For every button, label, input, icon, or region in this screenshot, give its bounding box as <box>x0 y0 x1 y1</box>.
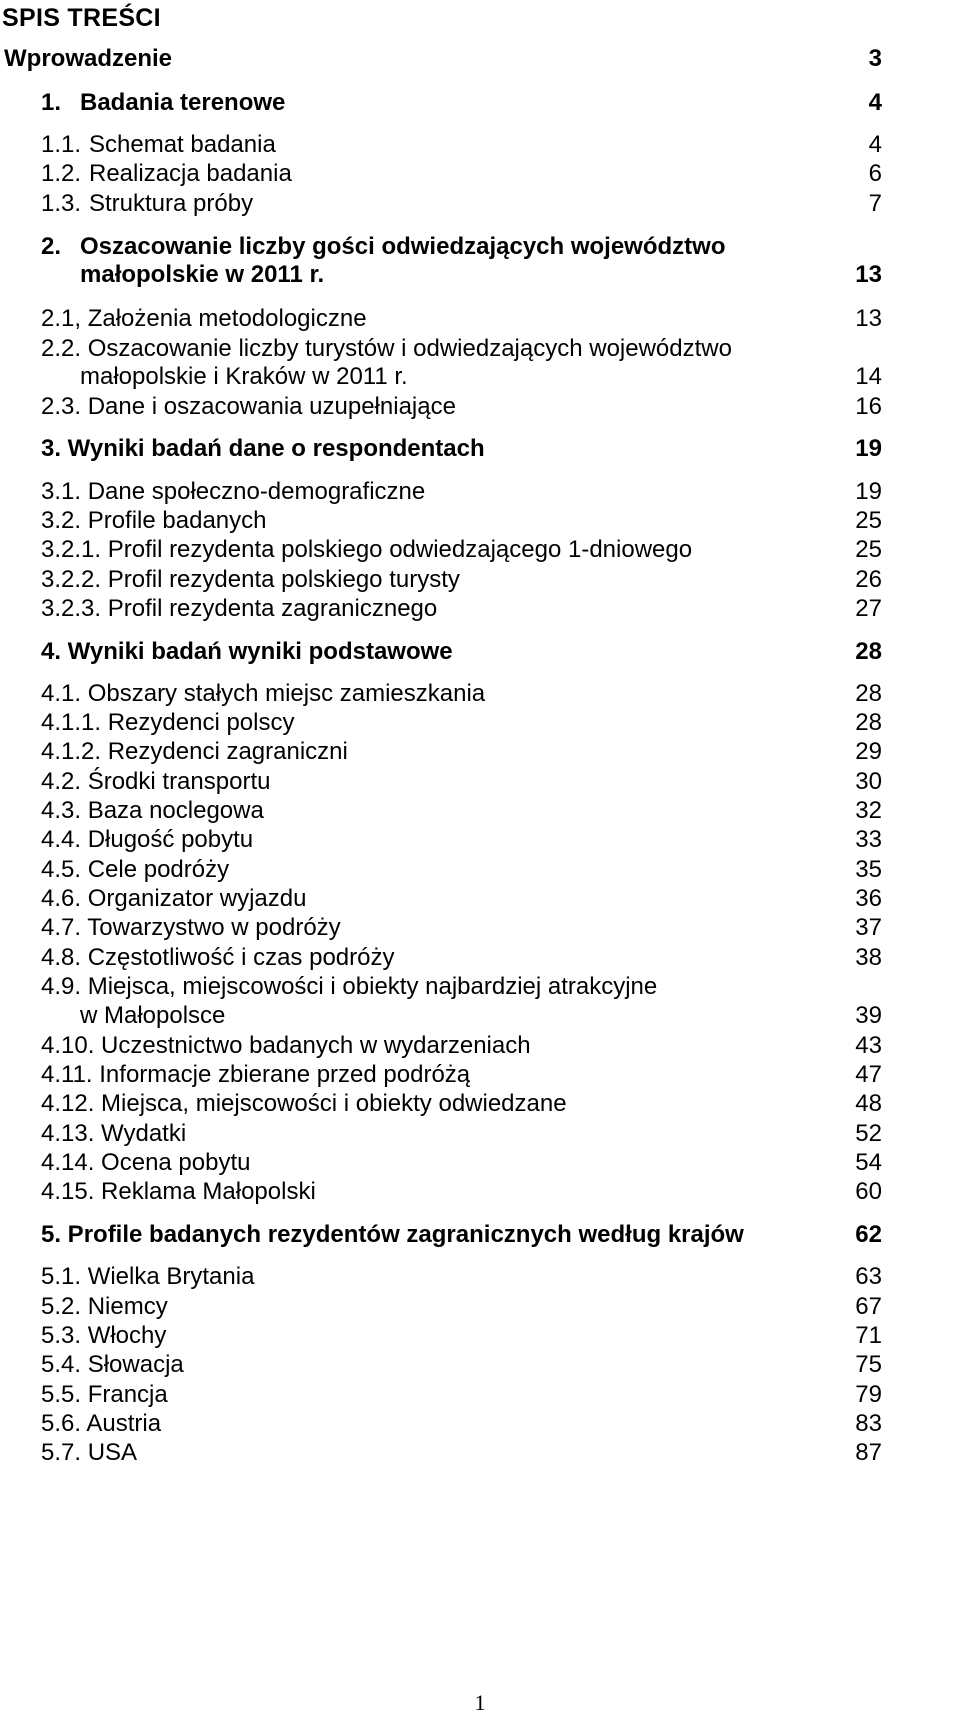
toc-entry-number: 1.2. <box>41 160 82 187</box>
toc-entry-title: 4.1.2. Rezydenci zagraniczni <box>41 738 348 765</box>
toc-entry-page: 47 <box>855 1061 882 1088</box>
toc-entry-number: 1.1. <box>41 131 82 158</box>
toc-entry-title: 5.6. Austria <box>41 1410 162 1437</box>
toc-entry-page: 16 <box>855 393 882 420</box>
toc-entry-page: 29 <box>855 738 882 765</box>
toc-entry-title: 4.12. Miejsca, miejscowości i obiekty odwiedzane <box>41 1090 567 1117</box>
toc-entry-title: 4.5. Cele podróży <box>41 856 230 883</box>
toc-entry-title: Schemat badania <box>89 131 276 158</box>
toc-entry-page: 60 <box>855 1178 882 1205</box>
toc-entry-page: 19 <box>855 435 882 462</box>
toc-entry-page: 28 <box>855 638 882 665</box>
toc-entry-title: 5.1. Wielka Brytania <box>41 1263 255 1290</box>
toc-entry-number: 1.3. <box>41 190 82 217</box>
toc-entry-page: 67 <box>855 1293 882 1320</box>
toc-entry-page: 38 <box>855 944 882 971</box>
toc-entry-page: 71 <box>855 1322 882 1349</box>
toc-entry-title: 5.2. Niemcy <box>41 1293 168 1320</box>
toc-entry-title: 3.2. Profile badanych <box>41 507 267 534</box>
toc-entry-title: 3.2.1. Profil rezydenta polskiego odwiedzającego 1-dniowego <box>41 536 693 563</box>
toc-entry-title: 4.8. Częstotliwość i czas podróży <box>41 944 395 971</box>
toc-entry-title: 2.1, Założenia metodologiczne <box>41 305 367 332</box>
toc-entry-title-continuation: małopolskie i Kraków w 2011 r. <box>80 363 408 390</box>
toc-entry-title: Oszacowanie liczby gości odwiedzających województwo <box>80 233 726 260</box>
toc-entry-page: 62 <box>855 1221 882 1248</box>
toc-entry-page: 75 <box>855 1351 882 1378</box>
toc-entry-page: 25 <box>855 536 882 563</box>
toc-entry-title: 4.9. Miejsca, miejscowości i obiekty najbardziej atrakcyjne <box>41 973 658 1000</box>
toc-entry-page: 37 <box>855 914 882 941</box>
toc-entry-title: 4.4. Długość pobytu <box>41 826 254 853</box>
toc-entry-title: Wprowadzenie <box>4 45 173 72</box>
page-number: 1 <box>474 1690 486 1715</box>
toc-entry-title: 5.3. Włochy <box>41 1322 167 1349</box>
toc-entry-page: 87 <box>855 1439 882 1466</box>
toc-entry-title: 4.15. Reklama Małopolski <box>41 1178 316 1205</box>
toc-entry-title: 5.4. Słowacja <box>41 1351 184 1378</box>
toc-entry-page: 83 <box>855 1410 882 1437</box>
toc-entry-page: 13 <box>855 305 882 332</box>
toc-entry-title: 4.6. Organizator wyjazdu <box>41 885 307 912</box>
toc-entry-title: Struktura próby <box>89 190 254 217</box>
toc-entry-title: 4.3. Baza noclegowa <box>41 797 264 824</box>
toc-entry-page: 4 <box>868 131 882 158</box>
toc-entry-title: Badania terenowe <box>80 89 286 116</box>
toc-entry-title-continuation: w Małopolsce <box>80 1002 226 1029</box>
toc-entry-page: 63 <box>855 1263 882 1290</box>
toc-entry-page: 39 <box>855 1002 882 1029</box>
toc-entry-page: 27 <box>855 595 882 622</box>
toc-entry-title: 4.2. Środki transportu <box>41 768 271 795</box>
toc-entry-title: 2.3. Dane i oszacowania uzupełniające <box>41 393 456 420</box>
toc-entry-page: 26 <box>855 566 882 593</box>
toc-entry-page: 32 <box>855 797 882 824</box>
toc-entry-title: Realizacja badania <box>89 160 292 187</box>
toc-entry-title: 4.10. Uczestnictwo badanych w wydarzeniach <box>41 1032 531 1059</box>
toc-entry-page: 28 <box>855 680 882 707</box>
toc-entry-title: 4.13. Wydatki <box>41 1120 187 1147</box>
toc-entry-page: 54 <box>855 1149 882 1176</box>
toc-entry-title: 4.1. Obszary stałych miejsc zamieszkania <box>41 680 486 707</box>
toc-entry-page: 7 <box>868 190 882 217</box>
toc-entry-title-continuation: małopolskie w 2011 r. <box>80 261 325 288</box>
toc-entry-title: 2.2. Oszacowanie liczby turystów i odwiedzających województwo <box>41 335 732 362</box>
toc-entry-title: 5. Profile badanych rezydentów zagranicznych według krajów <box>41 1221 744 1248</box>
toc-entry-title: 3.2.2. Profil rezydenta polskiego turysty <box>41 566 460 593</box>
toc-entry-title: 4.11. Informacje zbierane przed podróżą <box>41 1061 471 1088</box>
toc-entry-title: 4.14. Ocena pobytu <box>41 1149 251 1176</box>
toc-entry-page: 28 <box>855 709 882 736</box>
toc-entry-page: 79 <box>855 1381 882 1408</box>
toc-entry-title: 3. Wyniki badań dane o respondentach <box>41 435 485 462</box>
toc-entry-title: 4.7. Towarzystwo w podróży <box>41 914 341 941</box>
toc-entry-number: 2. <box>41 233 62 260</box>
toc-entry-page: 19 <box>855 478 882 505</box>
toc-entry-title: 3.1. Dane społeczno-demograficzne <box>41 478 426 505</box>
toc-entry-page: 33 <box>855 826 882 853</box>
toc-entry-page: 4 <box>868 89 882 116</box>
toc-entry-page: 13 <box>855 261 882 288</box>
toc-entry-title: 4.1.1. Rezydenci polscy <box>41 709 295 736</box>
toc-entry-page: 52 <box>855 1120 882 1147</box>
toc-entry-page: 3 <box>868 45 882 72</box>
toc-entry-page: 6 <box>868 160 882 187</box>
toc-entry-title: 5.5. Francja <box>41 1381 168 1408</box>
toc-entry-page: 48 <box>855 1090 882 1117</box>
toc-entry-title: 3.2.3. Profil rezydenta zagranicznego <box>41 595 438 622</box>
toc-entry-page: 14 <box>855 363 882 390</box>
toc-entry-title: 5.7. USA <box>41 1439 138 1466</box>
toc-entry-number: 1. <box>41 89 62 116</box>
toc-title: SPIS TREŚCI <box>2 4 161 32</box>
toc-entry-page: 25 <box>855 507 882 534</box>
toc-entry-title: 4. Wyniki badań wyniki podstawowe <box>41 638 453 665</box>
toc-entry-page: 43 <box>855 1032 882 1059</box>
toc-entry-page: 35 <box>855 856 882 883</box>
toc-entry-page: 36 <box>855 885 882 912</box>
toc-entry-page: 30 <box>855 768 882 795</box>
